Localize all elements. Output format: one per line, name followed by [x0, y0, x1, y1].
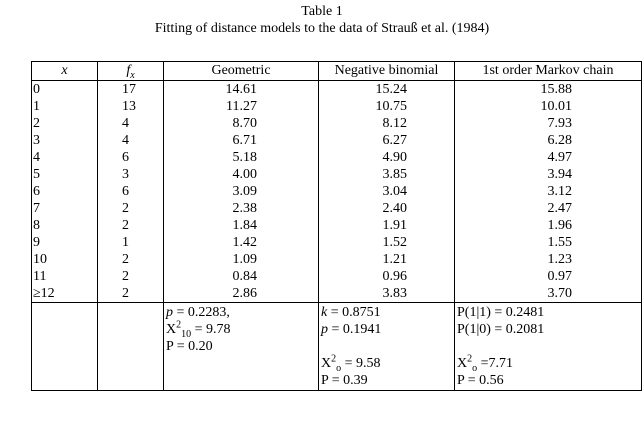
cell-negative-binomial: 1.91	[319, 217, 455, 234]
table-row	[32, 268, 642, 285]
cell-geometric: 1.09	[164, 251, 319, 268]
cell-negative-binomial: 1.21	[319, 251, 455, 268]
nb-P-line: P = 0.39	[321, 373, 368, 388]
cell-geometric: 14.61	[164, 81, 319, 99]
table-row	[32, 115, 642, 132]
cell-geometric: 2.38	[164, 200, 319, 217]
cell-markov-chain: 4.97	[455, 149, 642, 166]
mc-P-line: P = 0.56	[457, 373, 504, 388]
cell-x: ≥12	[32, 285, 98, 303]
stats-negative-binomial	[319, 303, 455, 391]
table-row	[32, 285, 642, 303]
cell-x: 5	[32, 166, 98, 183]
cell-f: 2	[98, 251, 164, 268]
cell-f: 4	[98, 132, 164, 149]
cell-geometric: 5.18	[164, 149, 319, 166]
cell-markov-chain: 3.12	[455, 183, 642, 200]
cell-x: 9	[32, 234, 98, 251]
header-x: x	[32, 62, 98, 81]
cell-f: 2	[98, 200, 164, 217]
cell-geometric: 1.84	[164, 217, 319, 234]
cell-markov-chain: 2.47	[455, 200, 642, 217]
cell-markov-chain: 0.97	[455, 268, 642, 285]
cell-f: 2	[98, 268, 164, 285]
cell-x: 3	[32, 132, 98, 149]
cell-geometric: 11.27	[164, 98, 319, 115]
table-body	[32, 81, 642, 303]
header-geometric: Geometric	[164, 62, 319, 81]
cell-geometric: 3.09	[164, 183, 319, 200]
cell-negative-binomial: 3.83	[319, 285, 455, 303]
table-row	[32, 234, 642, 251]
cell-geometric: 1.42	[164, 234, 319, 251]
cell-x: 6	[32, 183, 98, 200]
cell-markov-chain: 3.70	[455, 285, 642, 303]
cell-markov-chain: 15.88	[455, 81, 642, 99]
stats-geometric	[164, 303, 319, 391]
cell-negative-binomial: 2.40	[319, 200, 455, 217]
header-f: $f_x$	[98, 62, 164, 81]
cell-negative-binomial: 3.85	[319, 166, 455, 183]
cell-negative-binomial: 6.27	[319, 132, 455, 149]
cell-f: 2	[98, 285, 164, 303]
cell-f: 2	[98, 217, 164, 234]
cell-markov-chain: 1.96	[455, 217, 642, 234]
cell-f: 6	[98, 149, 164, 166]
cell-geometric: 8.70	[164, 115, 319, 132]
cell-negative-binomial: 3.04	[319, 183, 455, 200]
table-row	[32, 217, 642, 234]
table-title: Fitting of distance models to the data of Strauß et al. (1984)	[154, 21, 490, 36]
cell-negative-binomial: 8.12	[319, 115, 455, 132]
stats-empty-f	[98, 303, 164, 391]
cell-geometric: 4.00	[164, 166, 319, 183]
cell-f: 1	[98, 234, 164, 251]
table-row	[32, 149, 642, 166]
table-row	[32, 166, 642, 183]
cell-negative-binomial: 4.90	[319, 149, 455, 166]
cell-geometric: 6.71	[164, 132, 319, 149]
cell-x: 1	[32, 98, 98, 115]
cell-markov-chain: 6.28	[455, 132, 642, 149]
distance-models-table	[31, 61, 642, 391]
cell-f: 4	[98, 115, 164, 132]
cell-markov-chain: 7.93	[455, 115, 642, 132]
header-row	[32, 62, 642, 81]
cell-f: 17	[98, 81, 164, 99]
mc-p10-line: P(1|0) = 0.2081	[457, 322, 545, 337]
cell-x: 0	[32, 81, 98, 99]
cell-x: 10	[32, 251, 98, 268]
stats-markov-chain	[455, 303, 642, 391]
cell-negative-binomial: 1.52	[319, 234, 455, 251]
geo-chi-line: $X^2_{10} = 9.78$	[166, 319, 231, 340]
table-row	[32, 251, 642, 268]
cell-x: 7	[32, 200, 98, 217]
nb-chi-line: $X^2_o = 9.58$	[321, 353, 381, 374]
cell-f: 6	[98, 183, 164, 200]
cell-x: 8	[32, 217, 98, 234]
table-number: Table 1	[301, 4, 343, 19]
geo-P-line: P = 0.20	[166, 339, 213, 354]
nb-p-line: p = 0.1941	[321, 322, 382, 337]
cell-markov-chain: 1.23	[455, 251, 642, 268]
cell-geometric: 2.86	[164, 285, 319, 303]
cell-negative-binomial: 15.24	[319, 81, 455, 99]
cell-x: 4	[32, 149, 98, 166]
cell-markov-chain: 3.94	[455, 166, 642, 183]
geo-p-line: p = 0.2283,	[166, 305, 230, 320]
stats-empty-x	[32, 303, 98, 391]
table-row	[32, 98, 642, 115]
cell-geometric: 0.84	[164, 268, 319, 285]
cell-f: 3	[98, 166, 164, 183]
cell-negative-binomial: 0.96	[319, 268, 455, 285]
table-row	[32, 132, 642, 149]
table-row	[32, 183, 642, 200]
cell-markov-chain: 1.55	[455, 234, 642, 251]
table-row	[32, 81, 642, 99]
header-markov-chain: 1st order Markov chain	[455, 62, 642, 81]
mc-p11-line: P(1|1) = 0.2481	[457, 305, 545, 320]
cell-x: 11	[32, 268, 98, 285]
cell-negative-binomial: 10.75	[319, 98, 455, 115]
cell-x: 2	[32, 115, 98, 132]
cell-f: 13	[98, 98, 164, 115]
cell-markov-chain: 10.01	[455, 98, 642, 115]
header-negative-binomial: Negative binomial	[319, 62, 455, 81]
mc-chi-line: $X^2_o =7.71$	[457, 353, 514, 374]
table-row	[32, 200, 642, 217]
nb-k-line: k = 0.8751	[321, 305, 381, 320]
stats-row	[32, 303, 642, 391]
